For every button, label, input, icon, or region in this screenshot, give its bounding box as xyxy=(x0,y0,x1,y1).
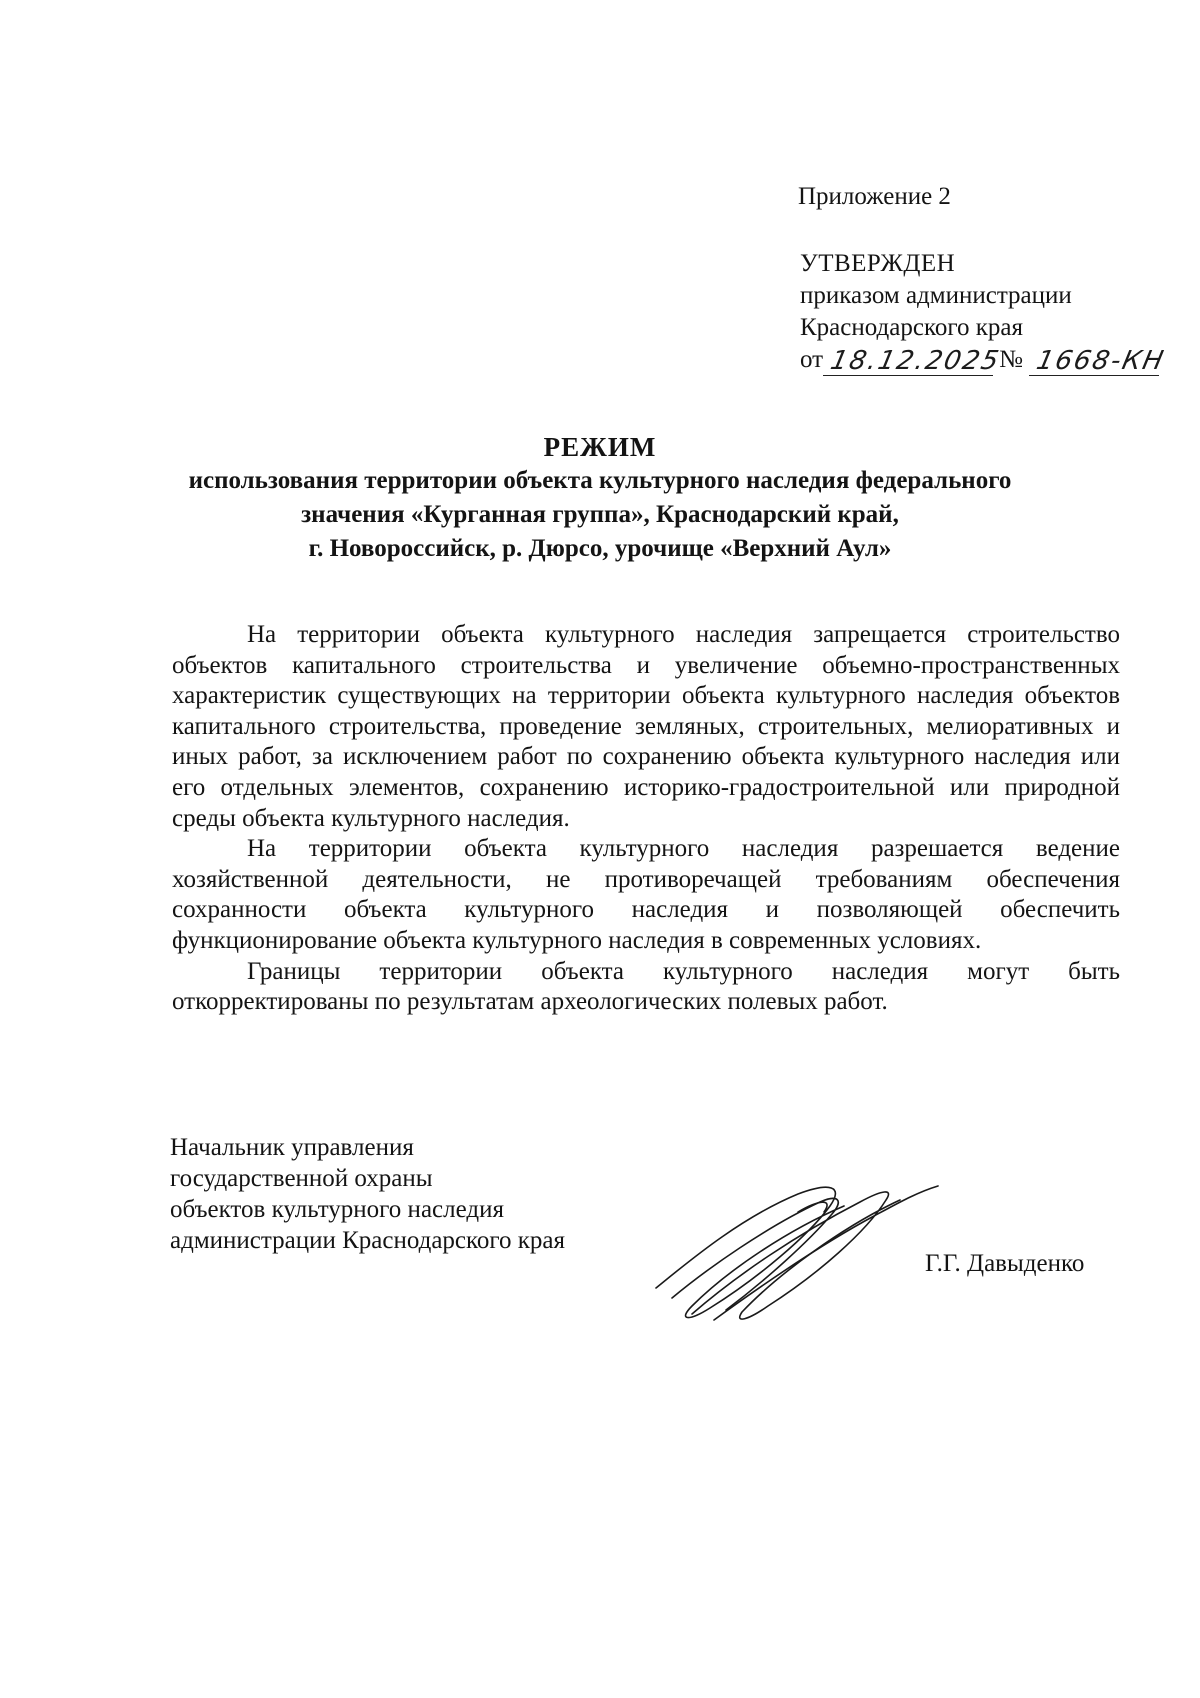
signer-position-line-3: объектов культурного наследия xyxy=(170,1196,504,1223)
paragraph-permissions: На территории объекта культурного наследия разрешается ведение хозяйственной деятельности, не противоречащей требованиям обеспечения сохранности объекта культурного наследия и позволяющей обеспечить функционирование объекта культурного наследия в современных условиях. xyxy=(172,835,1120,954)
document-body xyxy=(172,620,1120,1018)
paragraph-boundaries: Границы территории объекта культурного наследия могут быть откорректированы по результатам археологических полевых работ. xyxy=(172,957,1120,1016)
document-title: РЕЖИМ xyxy=(543,432,657,462)
order-number-sign: № xyxy=(999,346,1023,373)
signer-position-line-1: Начальник управления xyxy=(170,1134,414,1161)
approved-heading: УТВЕРЖДЕН xyxy=(800,250,956,277)
approved-by-line-1: приказом администрации xyxy=(800,282,1072,309)
order-prefix: от xyxy=(800,346,824,373)
appendix-label: Приложение 2 xyxy=(798,183,951,210)
document-subtitle-line-3: г. Новороссийск, р. Дюрсо, урочище «Верхний Аул» xyxy=(308,535,892,562)
order-number-handwritten: 1668-КН xyxy=(1033,346,1168,376)
signer-position xyxy=(170,1132,565,1256)
signer-name: Г.Г. Давыденко xyxy=(925,1250,1085,1277)
approved-by-line-2: Краснодарского края xyxy=(800,314,1023,341)
order-line xyxy=(800,344,1168,376)
order-date-handwritten: 18.12.2025 xyxy=(827,346,1004,376)
handwritten-signature-icon xyxy=(648,1170,940,1340)
order-date-field xyxy=(823,346,1004,376)
approval-block xyxy=(800,248,1168,376)
signer-position-line-2: государственной охраны xyxy=(170,1165,433,1192)
order-number-field xyxy=(1029,346,1168,376)
document-subtitle-line-2: значения «Курганная группа», Краснодарский край, xyxy=(301,501,899,528)
document-subtitle-line-1: использования территории объекта культурного наследия федерального xyxy=(188,467,1012,494)
signer-position-line-4: администрации Краснодарского края xyxy=(170,1227,566,1254)
paragraph-prohibitions: На территории объекта культурного наследия запрещается строительство объектов капитального строительства и увеличение объемно-пространственных характеристик существующих на территории объекта культурного наследия объектов капитального строительства, проведение земляных, строительных, мелиоративных и иных работ, за исключением работ по сохранению объекта культурного наследия или его отдельных элементов, сохранению историко-градостроительной или природной среды объекта культурного наследия. xyxy=(172,621,1120,832)
document-title-block xyxy=(130,430,1070,566)
